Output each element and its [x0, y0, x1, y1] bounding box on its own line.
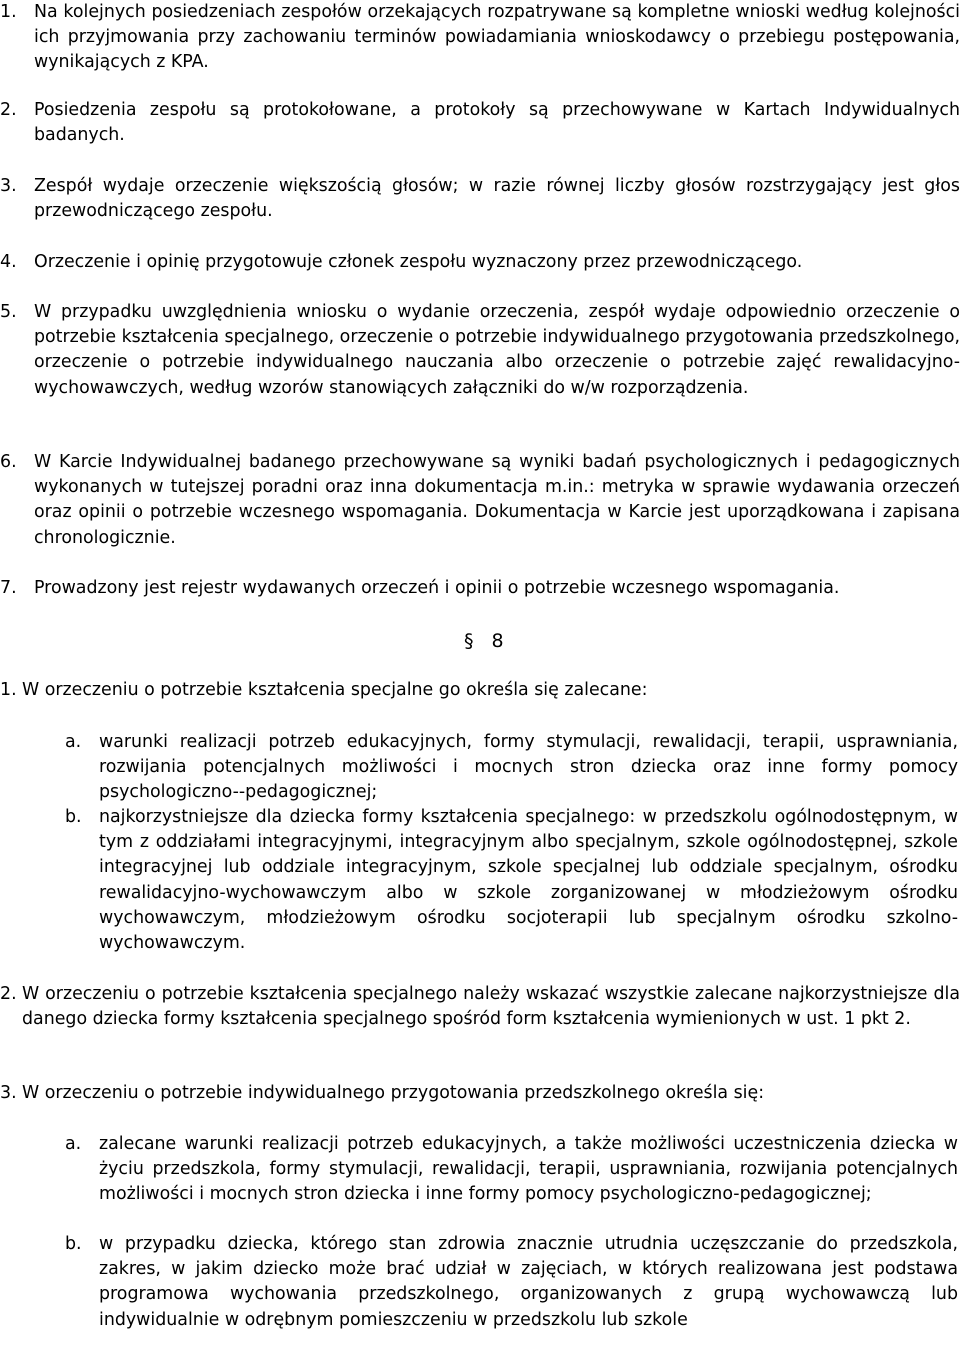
sub-item-text: zalecane warunki realizacji potrzeb edukacyjnych, a także możliwości uczestniczenia dziecka w życiu przedszkola, formy stymulacji, rewalidacji, terapii, usprawniania, rozwijania potencjalnych możliwości i mocnych stron dziecka i inne formy pomocy psychologiczno-pedagogicznej; [99, 1134, 958, 1205]
sub-item-text: w przypadku dziecka, którego stan zdrowia znacznie utrudnia uczęszczanie do przedszkola, zakres, w jakim dziecko może brać udział w zajęciach, w których realizowana jest podstawa programowa wychowania przedszkolnego, organizowanych z grupą wychowawczą lub indywidualnie w odrębnym pomieszczeniu w przedszkolu lub szkole [99, 1234, 958, 1330]
sub-item-letter: b. [65, 807, 82, 827]
list-item [0, 98, 960, 148]
item-number: 2. [0, 100, 17, 120]
sub-item-letter: a. [65, 1134, 82, 1154]
item-number: 1. [0, 2, 17, 22]
item-text: W Karcie Indywidualnej badanego przechowywane są wyniki badań psychologicznych i pedagogicznych wykonanych w tutejszej poradni oraz inna dokumentacja m.in.: metryka w sprawie wydawania orzeczeń oraz opinii o potrzebie wczesnego wspomagania. Dokumentacja w Karcie jest uporządkowana i zapisana chronologicznie. [34, 452, 960, 548]
point-3 [0, 1081, 960, 1106]
point-text: W orzeczeniu o potrzebie indywidualnego przygotowania przedszkolnego określa się: [22, 1083, 765, 1103]
sub-item [65, 730, 958, 806]
item-number: 7. [0, 578, 17, 598]
point-number: 2. [0, 984, 17, 1004]
item-text: Na kolejnych posiedzeniach zespołów orzekających rozpatrywane są kompletne wnioski według kolejności ich przyjmowania przy zachowaniu terminów powiadamiania wnioskodawcy o przebiegu postępowania, wynikających z KPA. [34, 2, 960, 73]
sub-item [65, 1232, 958, 1333]
list-item [0, 300, 960, 401]
list-item [0, 250, 960, 275]
list-item [0, 0, 960, 76]
list-item [0, 174, 960, 224]
item-number: 6. [0, 452, 17, 472]
list-item [0, 450, 960, 551]
item-number: 3. [0, 176, 17, 196]
item-text: Orzeczenie i opinię przygotowuje członek zespołu wyznaczony przez przewodniczącego. [34, 252, 803, 272]
point-number: 3. [0, 1083, 17, 1103]
sub-item [65, 805, 958, 956]
point-number: 1. [0, 680, 17, 700]
sub-item-text: warunki realizacji potrzeb edukacyjnych, formy stymulacji, rewalidacji, terapii, usprawniania, rozwijania potencjalnych możliwości i mocnych stron dziecka oraz inne formy pomocy psychologiczno--pedagogicznej; [99, 732, 958, 803]
point-text: W orzeczeniu o potrzebie kształcenia specjalne go określa się zalecane: [22, 680, 648, 700]
point-1 [0, 678, 960, 703]
sub-item-text: najkorzystniejsze dla dziecka formy kształcenia specjalnego: w przedszkolu ogólnodostępnym, w tym z oddziałami integracyjnymi, integracyjnym albo specjalnym, szkole ogólnodostępnej, szkole integracyjnej lub oddziale integracyjnym, szkole specjalnej lub oddziale specjalnym, ośrodku rewalidacyjno-wychowawczym albo w szkole zorganizowanej w młodzieżowym ośrodku wychowawczym, młodzieżowym ośrodku socjoterapii lub specjalnym ośrodku szkolno-wychowawczym. [99, 807, 958, 954]
section-heading: § 8 [464, 630, 510, 652]
sub-item [65, 1132, 958, 1208]
item-text: Prowadzony jest rejestr wydawanych orzeczeń i opinii o potrzebie wczesnego wspomagania. [34, 578, 840, 598]
item-text: W przypadku uwzględnienia wniosku o wydanie orzeczenia, zespół wydaje odpowiednio orzeczenie o potrzebie kształcenia specjalnego, orzeczenie o potrzebie indywidualnego przygotowania przedszkolnego, orzeczenie o potrzebie indywidualnego nauczania albo orzeczenie o potrzebie zajęć rewalidacyjno-wychowawczych, według wzorów stanowiących załączniki do w/w rozporządzenia. [34, 302, 960, 398]
item-number: 4. [0, 252, 17, 272]
sub-item-letter: a. [65, 732, 82, 752]
item-text: Zespół wydaje orzeczenie większością głosów; w razie równej liczby głosów rozstrzygający jest głos przewodniczącego zespołu. [34, 176, 960, 222]
item-text: Posiedzenia zespołu są protokołowane, a protokoły są przechowywane w Kartach Indywidualnych badanych. [34, 100, 960, 146]
item-number: 5. [0, 302, 17, 322]
list-item [0, 576, 960, 601]
sub-item-letter: b. [65, 1234, 82, 1254]
point-text: W orzeczeniu o potrzebie kształcenia specjalnego należy wskazać wszystkie zalecane najkorzystniejsze dla danego dziecka formy kształcenia specjalnego spośród form kształcenia wymienionych w ust. 1 pkt 2. [22, 984, 960, 1030]
point-2 [0, 982, 960, 1032]
